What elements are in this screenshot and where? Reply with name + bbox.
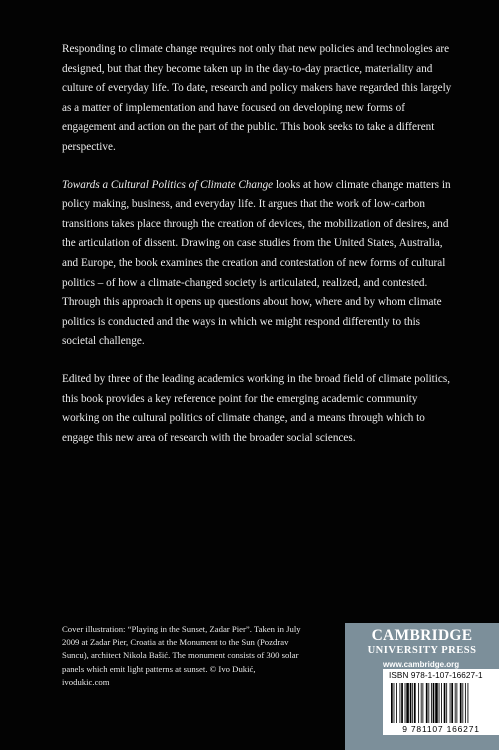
barcode-digits: 9 781107 166271: [402, 724, 480, 734]
publisher-name: CAMBRIDGE: [371, 627, 473, 644]
barcode-bar: [456, 683, 457, 723]
barcode-bar: [421, 683, 422, 723]
cover-blurb: [62, 40, 452, 466]
barcode-bar: [406, 683, 409, 723]
barcode-bar: [462, 683, 463, 723]
barcode-bar: [414, 683, 416, 723]
blurb-paragraph-2-text: looks at how climate change matters in policy making, business, and everyday life. It argues that the work of low-carbon transitions takes place through the creation of devices, the mobilization of desires, and the articulation of dissent. Drawing on case studies from the United States, Australia, and Europe, the book examines the creation and contestation of new forms of cultural politics – of how a climate-changed society is articulated, realized, and contested. Through this approach it opens up questions about how, where and by whom climate politics is conducted and the ways in which we might respond differently to this societal challenge.: [62, 178, 451, 348]
barcode-bar: [410, 683, 412, 723]
blurb-paragraph-2: [62, 176, 452, 352]
barcode-bar: [400, 683, 401, 723]
blurb-paragraph-3: Edited by three of the leading academics working in the broad field of climate politics, this book provides a key reference point for the emerging academic community working on the cultural politics of climate change, and a means through which to engage this new area of research with the broader social sciences.: [62, 372, 451, 444]
publisher-subtitle: UNIVERSITY PRESS: [367, 645, 477, 656]
barcode-bar: [418, 683, 419, 723]
barcode-bar: [439, 683, 440, 723]
barcode-bar: [465, 683, 466, 723]
isbn-label: ISBN 978-1-107-16627-1: [389, 671, 483, 680]
barcode-bar: [405, 683, 406, 723]
barcode-bar: [391, 683, 393, 723]
barcode-bar: [450, 683, 451, 723]
barcode-bar: [441, 683, 442, 723]
publisher-url: www.cambridge.org: [383, 660, 460, 669]
barcode-bar: [401, 683, 403, 723]
barcode-bar: [451, 683, 453, 723]
barcode-bar: [455, 683, 456, 723]
barcode-bar: [422, 683, 423, 723]
barcode-bar: [396, 683, 397, 723]
cover-illustration-credit: Cover illustration: “Playing in the Sunset, Zadar Pier”. Taken in July 2009 at Zadar Pier, Croatia at the Monument to the Sun (Pozdrav Suncu), architect Nikola Bašić. The monument consists of 300 solar panels which emit light patterns at sunset. © Ivo Dukić, ivodukic.com: [62, 624, 301, 687]
barcode-bar: [428, 683, 429, 723]
barcode-bar: [460, 683, 462, 723]
barcode-graphic: [389, 683, 493, 723]
barcode-bar: [433, 683, 435, 723]
barcode-bar: [444, 683, 446, 723]
book-title-italic: Towards a Cultural Politics of Climate Change: [62, 178, 274, 191]
barcode-bar: [435, 683, 438, 723]
barcode-bar: [394, 683, 395, 723]
barcode-bar: [412, 683, 413, 723]
barcode-bar: [468, 683, 469, 723]
barcode-bar: [446, 683, 447, 723]
isbn-barcode-box: [383, 669, 499, 735]
blurb-paragraph-1: Responding to climate change requires not only that new policies and technologies are designed, but that they become taken up in the day-to-day practice, materiality and culture of everyday life. To date, research and policy makers have regarded this largely as a matter of implementation and have focused on developing new forms of engagement and action on the part of the public. This book seeks to take a different perspective.: [62, 43, 452, 153]
barcode-bar: [431, 683, 432, 723]
barcode-bar: [426, 683, 428, 723]
